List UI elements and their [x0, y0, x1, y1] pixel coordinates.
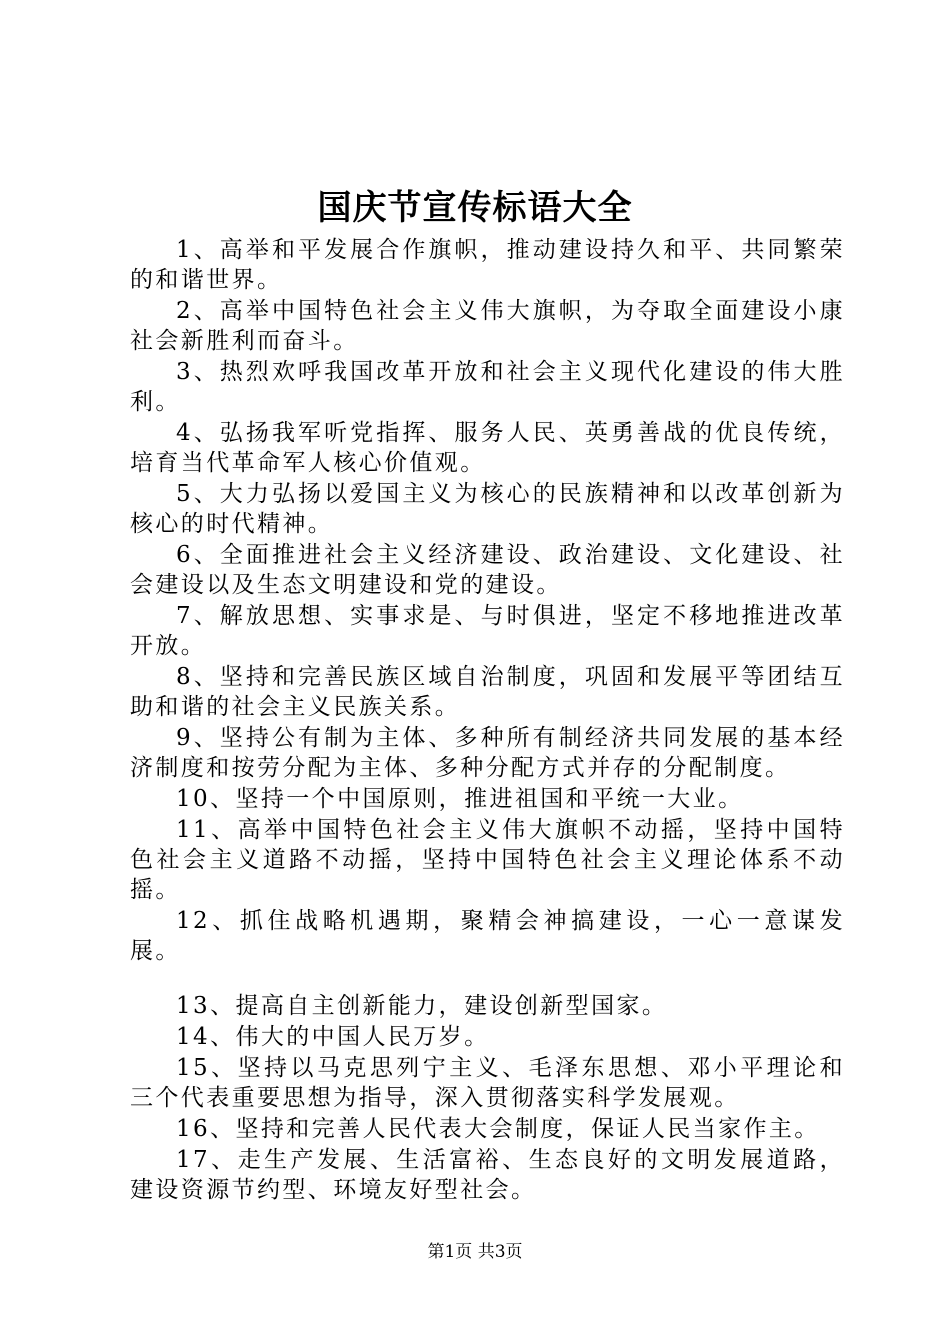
slogan-paragraph-15: 15、坚持以马克思列宁主义、毛泽东思想、邓小平理论和三个代表重要思想为指导，深入贯彻落实科学发展观。 — [130, 1055, 845, 1111]
slogan-paragraph-3: 3、热烈欢呼我国改革开放和社会主义现代化建设的伟大胜利。 — [130, 359, 845, 415]
slogan-paragraph-11: 11、高举中国特色社会主义伟大旗帜不动摇，坚持中国特色社会主义道路不动摇，坚持中国特色社会主义理论体系不动摇。 — [130, 817, 845, 903]
slogan-paragraph-7: 7、解放思想、实事求是、与时俱进，坚定不移地推进改革开放。 — [130, 603, 845, 659]
document-body — [130, 235, 845, 1206]
slogan-paragraph-6: 6、全面推进社会主义经济建设、政治建设、文化建设、社会建设以及生态文明建设和党的建设。 — [130, 542, 845, 598]
document-title: 国庆节宣传标语大全 — [317, 188, 633, 228]
slogan-paragraph-12: 12、抓住战略机遇期，聚精会神搞建设，一心一意谋发展。 — [130, 908, 845, 964]
slogan-paragraph-4: 4、弘扬我军听党指挥、服务人民、英勇善战的优良传统，培育当代革命军人核心价值观。 — [130, 420, 845, 476]
slogan-paragraph-1: 1、高举和平发展合作旗帜，推动建设持久和平、共同繁荣的和谐世界。 — [130, 237, 845, 293]
slogan-paragraph-5: 5、大力弘扬以爱国主义为核心的民族精神和以改革创新为核心的时代精神。 — [130, 481, 845, 537]
slogan-paragraph-2: 2、高举中国特色社会主义伟大旗帜，为夺取全面建设小康社会新胜利而奋斗。 — [130, 298, 845, 354]
page-number-footer: 第1页 共3页 — [427, 1242, 523, 1262]
slogan-paragraph-13: 13、提高自主创新能力，建设创新型国家。 — [176, 993, 668, 1019]
slogan-paragraph-8: 8、坚持和完善民族区域自治制度，巩固和发展平等团结互助和谐的社会主义民族关系。 — [130, 664, 845, 720]
slogan-paragraph-9: 9、坚持公有制为主体、多种所有制经济共同发展的基本经济制度和按劳分配为主体、多种分配方式并存的分配制度。 — [130, 725, 845, 781]
slogan-paragraph-10: 10、坚持一个中国原则，推进祖国和平统一大业。 — [176, 786, 744, 812]
paragraph-spacer — [130, 967, 845, 991]
slogan-paragraph-16: 16、坚持和完善人民代表大会制度，保证人民当家作主。 — [176, 1116, 820, 1142]
slogan-paragraph-14: 14、伟大的中国人民万岁。 — [176, 1024, 490, 1050]
slogan-paragraph-17: 17、走生产发展、生活富裕、生态良好的文明发展道路，建设资源节约型、环境友好型社会。 — [130, 1147, 845, 1203]
